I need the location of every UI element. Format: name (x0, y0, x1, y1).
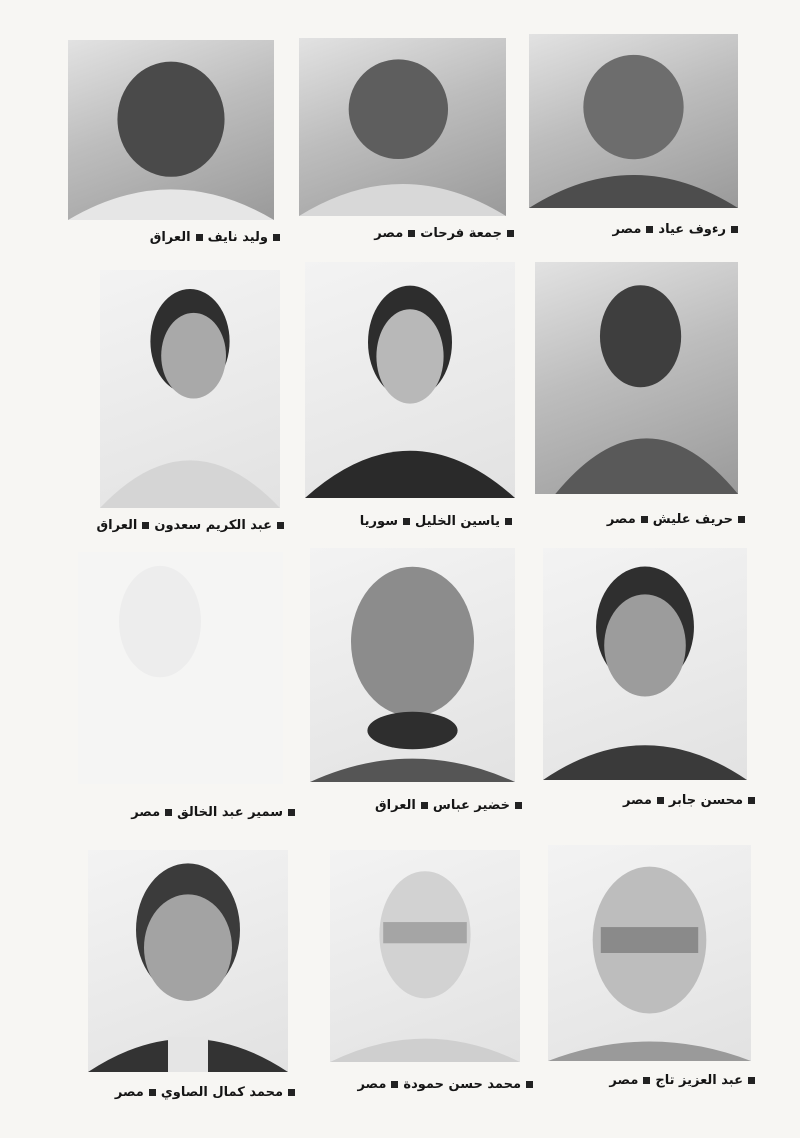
bullet-square-icon (421, 802, 428, 809)
portrait-photo (535, 262, 738, 494)
portrait-photo (330, 850, 520, 1062)
bullet-square-icon (165, 809, 172, 816)
portrait-caption: محسن جابر مصر (545, 793, 755, 808)
bullet-square-icon (403, 518, 410, 525)
bullet-square-icon (748, 1077, 755, 1084)
bullet-square-icon (738, 516, 745, 523)
portrait-photo (543, 548, 747, 780)
bullet-square-icon (273, 234, 280, 241)
portrait-photo (78, 552, 283, 784)
bullet-square-icon (288, 1089, 295, 1096)
bullet-square-icon (748, 797, 755, 804)
portrait-caption: خضير عباس العراق (310, 798, 522, 813)
portrait-caption: جمعة فرحات مصر (300, 226, 514, 241)
bullet-square-icon (641, 516, 648, 523)
portrait-photo (305, 262, 515, 498)
portrait-caption: محمد حسن حمودة مصر (318, 1077, 533, 1092)
bullet-square-icon (657, 797, 664, 804)
portrait-photo (100, 270, 280, 508)
portrait-caption: وليد نايف العراق (68, 230, 280, 245)
bullet-square-icon (643, 1077, 650, 1084)
bullet-square-icon (515, 802, 522, 809)
portrait-caption: رءوف عياد مصر (532, 222, 738, 237)
bullet-square-icon (507, 230, 514, 237)
portrait-caption: سمير عبد الخالق مصر (80, 805, 295, 820)
bullet-square-icon (277, 522, 284, 529)
portrait-photo (88, 850, 288, 1072)
portrait-photo (529, 34, 738, 208)
bullet-square-icon (288, 809, 295, 816)
bullet-square-icon (391, 1081, 398, 1088)
portrait-caption: عبد الكريم سعدون العراق (72, 518, 284, 533)
bullet-square-icon (196, 234, 203, 241)
portrait-caption: حريف عليش مصر (540, 512, 745, 527)
bullet-square-icon (646, 226, 653, 233)
bullet-square-icon (526, 1081, 533, 1088)
portrait-caption: عبد العزيز تاج مصر (543, 1073, 755, 1088)
portrait-caption: ياسين الخليل سوريا (290, 514, 512, 529)
portrait-caption: محمد كمال الصاوي مصر (80, 1085, 295, 1100)
portrait-photo (310, 548, 515, 782)
bullet-square-icon (731, 226, 738, 233)
portrait-photo (68, 40, 274, 220)
bullet-square-icon (408, 230, 415, 237)
portrait-photo (299, 38, 506, 216)
bullet-square-icon (142, 522, 149, 529)
portrait-photo (548, 845, 751, 1061)
bullet-square-icon (149, 1089, 156, 1096)
bullet-square-icon (505, 518, 512, 525)
